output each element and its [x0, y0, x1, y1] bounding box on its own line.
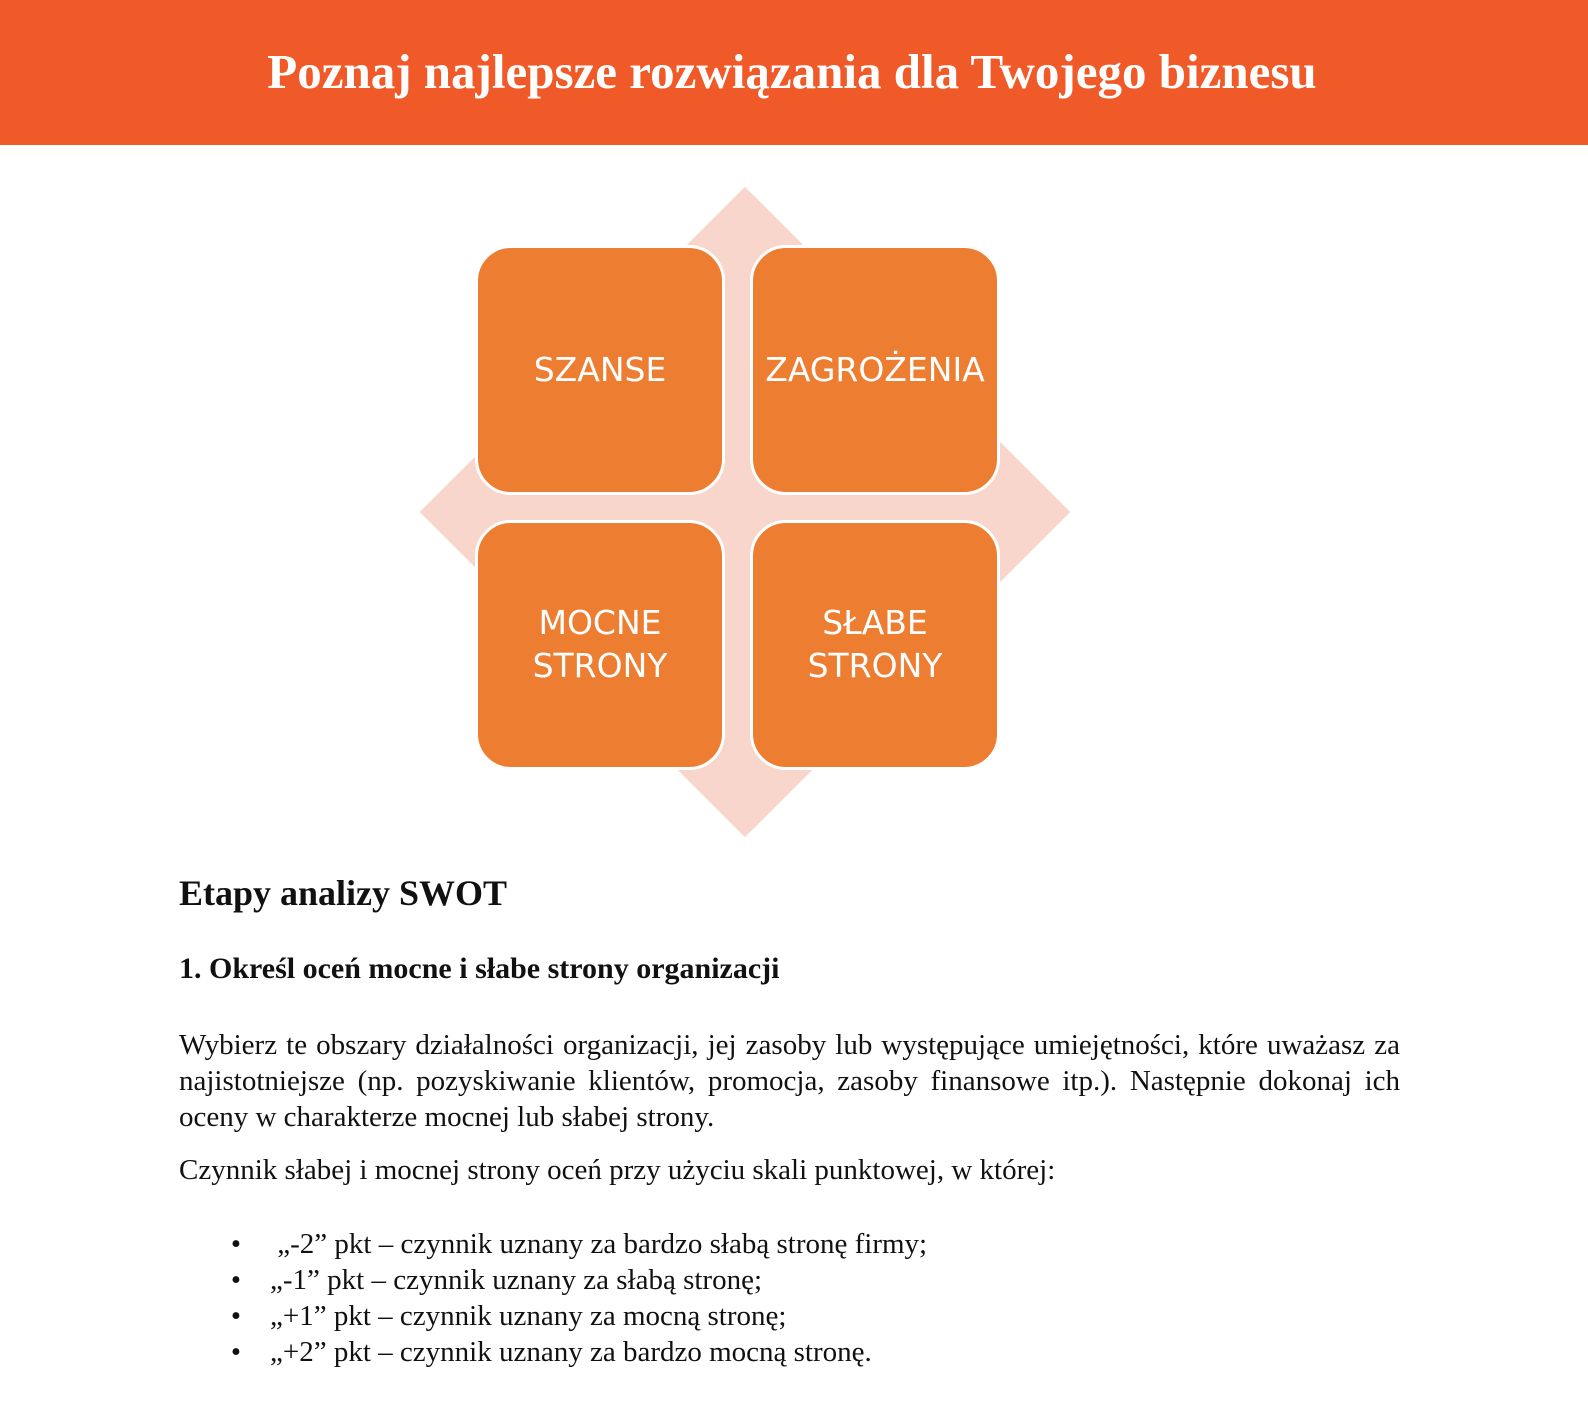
swot-box-weaknesses: [750, 520, 1000, 770]
list-item: [226, 1226, 927, 1262]
bullet-icon: •: [230, 1228, 242, 1260]
intro-paragraph: Wybierz te obszary działalności organizacji, jej zasoby lub występujące umiejętności, które uważasz za najistotniejsze (np. pozyskiwanie klientów, promocja, zasoby finansowe itp.). Następnie dokonaj ich oceny w charakterze mocnej lub słabej strony.: [179, 1029, 1400, 1133]
list-item: [226, 1334, 927, 1370]
swot-box-opportunities: [475, 245, 725, 495]
list-item: [226, 1298, 927, 1334]
scale-intro-paragraph: Czynnik słabej i mocnej strony oceń przy użyciu skali punktowej, w której:: [179, 1154, 1056, 1186]
scale-list: [226, 1226, 927, 1370]
swot-label-weaknesses: SŁABE STRONY: [807, 603, 943, 685]
scale-item-text: „+1” pkt – czynnik uznany za mocną stronę;: [270, 1300, 787, 1332]
swot-label-opportunities: SZANSE: [533, 349, 667, 389]
swot-label-strengths: MOCNE STRONY: [532, 603, 668, 685]
header-banner: [0, 0, 1588, 145]
step-heading: 1. Określ oceń mocne i słabe strony organizacji: [179, 952, 780, 985]
scale-item-text: „+2” pkt – czynnik uznany za bardzo mocną stronę.: [270, 1336, 872, 1368]
swot-box-strengths: [475, 520, 725, 770]
page-title: Poznaj najlepsze rozwiązania dla Twojego biznesu: [267, 44, 1317, 99]
scale-item-text: „-2” pkt – czynnik uznany za bardzo słabą stronę firmy;: [270, 1228, 928, 1260]
swot-label-threats: ZAGROŻENIA: [765, 349, 985, 389]
bullet-icon: •: [230, 1264, 242, 1296]
list-item: [226, 1262, 927, 1298]
bullet-icon: •: [230, 1300, 242, 1332]
scale-item-text: „-1” pkt – czynnik uznany za słabą stronę;: [270, 1264, 763, 1296]
bullet-icon: •: [230, 1336, 242, 1368]
section-heading: Etapy analizy SWOT: [179, 873, 508, 913]
swot-box-threats: [750, 245, 1000, 495]
